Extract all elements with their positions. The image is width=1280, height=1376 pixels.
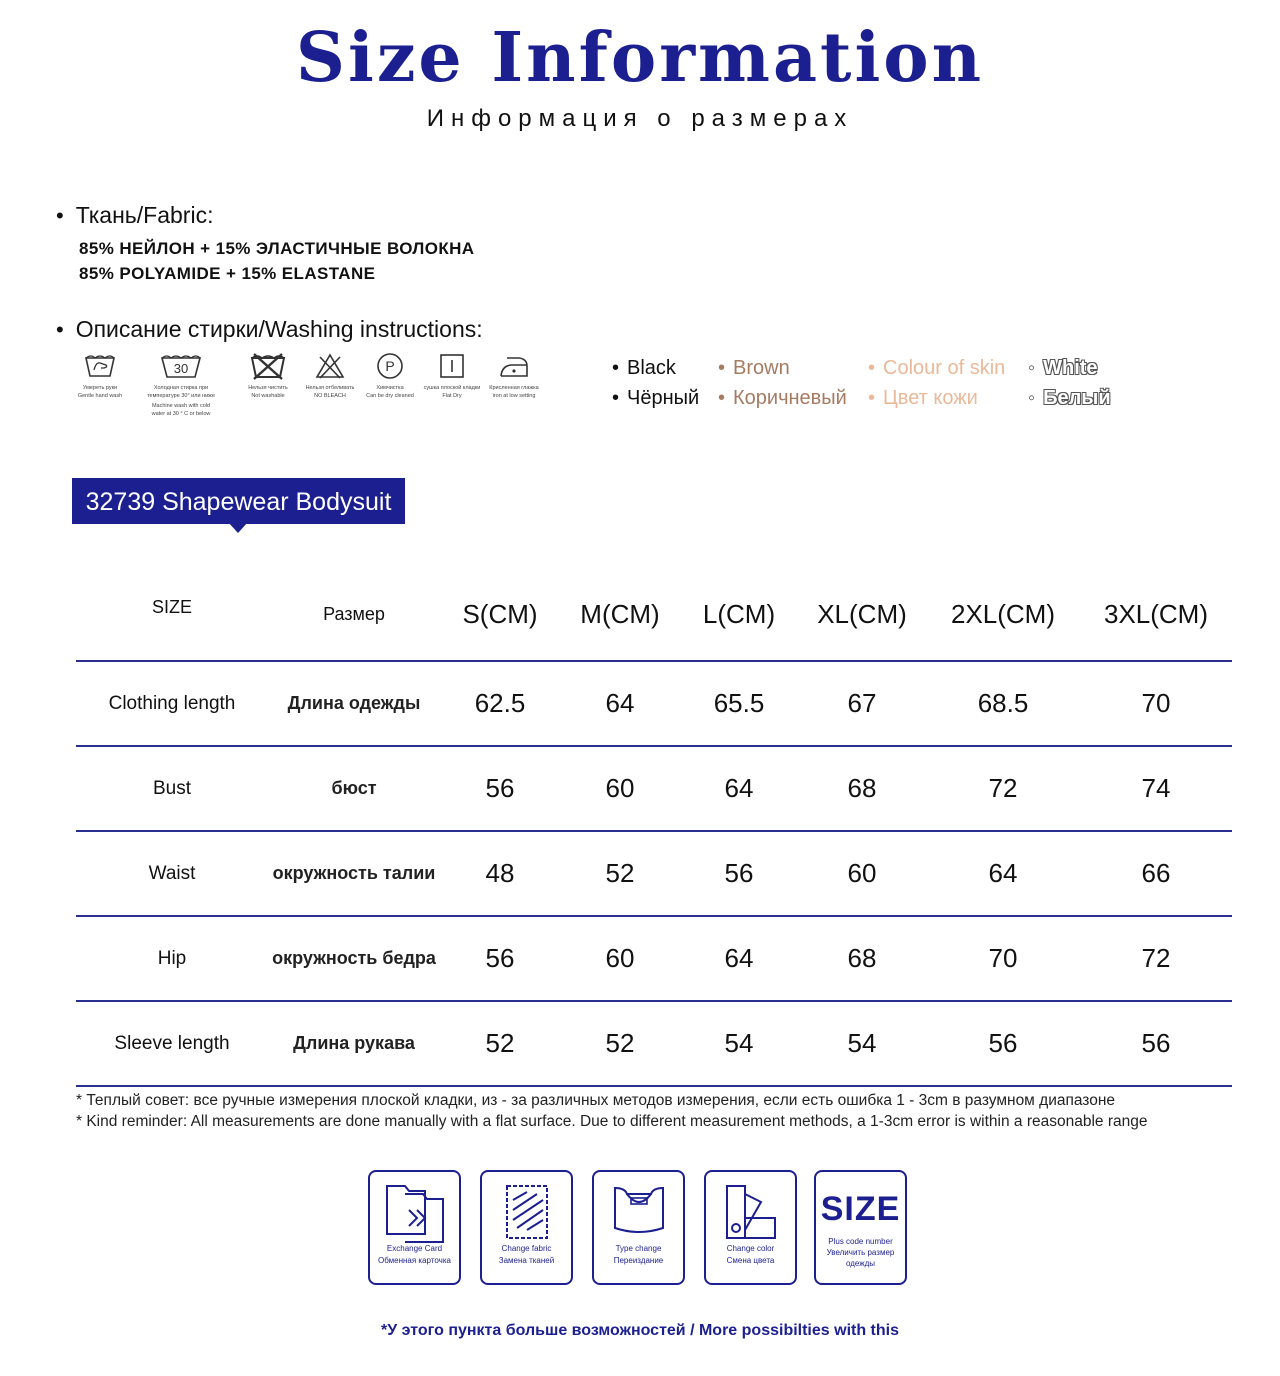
bullet-dot: • <box>718 357 726 379</box>
page-title: Size Information <box>295 18 985 98</box>
exchange-card-caption: Exchange Card Обменная карточка <box>378 1244 451 1265</box>
header-2xl: 2XL(CM) <box>926 568 1080 661</box>
table-cell: 68.5 <box>926 661 1080 746</box>
flat-dry-caption-en: Flat Dry <box>442 393 462 399</box>
dry-clean-label: P <box>385 358 395 374</box>
no-bleach-item <box>300 352 360 400</box>
color-white-en: ◦ White <box>1028 357 1098 379</box>
color-white-ru: ◦ Белый <box>1028 387 1111 409</box>
product-name-tag: 32739 Shapewear Bodysuit <box>72 478 405 524</box>
type-change-caption: Type change Переиздание <box>613 1244 664 1265</box>
size-caption: Plus code number Увеличить размер одежды <box>826 1237 895 1268</box>
iron-low-icon <box>497 352 531 380</box>
size-table <box>76 568 1232 1087</box>
exchange-card-feature <box>368 1170 461 1285</box>
table-cell: 64 <box>680 746 798 831</box>
no-bleach-caption-en: NO BLEACH <box>314 393 346 399</box>
hand-wash-caption-en: Gentle hand wash <box>77 393 123 399</box>
table-cell: 56 <box>680 831 798 916</box>
color-brown-en: • Brown <box>718 357 790 379</box>
table-cell: 62.5 <box>440 661 560 746</box>
table-cell: 70 <box>1080 661 1232 746</box>
table-cell: 67 <box>798 661 926 746</box>
bullet-dot: • <box>612 387 620 409</box>
row-label-en: Sleeve length <box>76 1001 268 1086</box>
table-cell: 72 <box>926 746 1080 831</box>
table-cell: 65.5 <box>680 661 798 746</box>
header-s: S(CM) <box>440 568 560 661</box>
bullet-dot: • <box>612 357 620 379</box>
hand-wash-caption-ru: Умереть руки <box>82 385 118 391</box>
table-cell: 54 <box>798 1001 926 1086</box>
row-label-en: Waist <box>76 831 268 916</box>
bullet-dot: • <box>868 357 876 379</box>
fabric-heading: • Ткань/Fabric: <box>56 202 213 229</box>
table-cell: 60 <box>560 746 680 831</box>
iron-low-caption-en: iron at low setting <box>492 393 536 399</box>
table-cell: 70 <box>926 916 1080 1001</box>
washing-icons <box>68 352 548 442</box>
table-cell: 56 <box>440 916 560 1001</box>
fabric-composition-ru: 85% НЕЙЛОН + 15% ЭЛАСТИЧНЫЕ ВОЛОКНА <box>79 239 475 258</box>
dry-clean-item <box>360 352 420 400</box>
color-skin-ru: • Цвет кожи <box>868 387 978 409</box>
header-m: M(CM) <box>560 568 680 661</box>
row-label-en: Clothing length <box>76 661 268 746</box>
flat-dry-caption-ru: сушка плоской кладки <box>423 385 481 391</box>
table-cell: 52 <box>560 831 680 916</box>
table-cell: 48 <box>440 831 560 916</box>
type-change-feature <box>592 1170 685 1285</box>
row-label-ru: бюст <box>268 746 440 831</box>
iron-low-caption-ru: Крисленная глажка <box>489 385 539 391</box>
table-header-row <box>76 568 1232 661</box>
table-cell: 64 <box>926 831 1080 916</box>
dry-clean-caption-en: Can be dry cleaned <box>366 393 414 399</box>
color-black-en: • Black <box>612 357 676 379</box>
no-bleach-caption-ru: Нельзя отбеливать <box>305 385 355 391</box>
table-cell: 68 <box>798 916 926 1001</box>
wash-temp-label: 30 <box>173 361 189 376</box>
table-cell: 66 <box>1080 831 1232 916</box>
bullet-dot: • <box>718 387 726 409</box>
row-label-ru: Длина рукава <box>268 1001 440 1086</box>
table-row <box>76 1001 1232 1086</box>
change-fabric-caption: Change fabric Замена тканей <box>498 1244 555 1265</box>
fabric-composition-en: 85% POLYAMIDE + 15% ELASTANE <box>79 264 376 283</box>
change-fabric-feature <box>480 1170 573 1285</box>
size-icon: SIZE <box>820 1190 901 1228</box>
row-label-ru: Длина одежды <box>268 661 440 746</box>
bullet-dot: ◦ <box>1028 357 1036 379</box>
table-cell: 64 <box>680 916 798 1001</box>
table-row <box>76 661 1232 746</box>
table-cell: 56 <box>440 746 560 831</box>
washing-heading: • Описание стирки/Washing instructions: <box>56 316 483 343</box>
row-label-ru: окружность талии <box>268 831 440 916</box>
change-color-icon <box>717 1180 785 1246</box>
no-wash-caption-en: Not washable <box>251 393 285 399</box>
hand-wash-icon <box>83 352 117 380</box>
no-bleach-icon <box>315 352 345 380</box>
change-color-feature <box>704 1170 797 1285</box>
header-xl: XL(CM) <box>798 568 926 661</box>
no-wash-icon <box>248 352 288 380</box>
table-cell: 56 <box>1080 1001 1232 1086</box>
header-l: L(CM) <box>680 568 798 661</box>
row-label-en: Hip <box>76 916 268 1001</box>
table-cell: 64 <box>560 661 680 746</box>
color-black-ru: • Чёрный <box>612 387 700 409</box>
footer-note: *У этого пункта больше возможностей / More possibilties with this <box>381 1322 899 1339</box>
table-row <box>76 916 1232 1001</box>
exchange-card-icon <box>381 1180 449 1246</box>
change-color-caption: Change color Смена цвета <box>726 1244 775 1265</box>
no-wash-caption-ru: Нельзя чистить <box>248 385 288 391</box>
dry-clean-icon <box>375 352 405 380</box>
machine-wash-caption-en: Machine wash with cold water at 30 ° C or below <box>151 403 211 417</box>
table-row <box>76 831 1232 916</box>
row-label-en: Bust <box>76 746 268 831</box>
machine-wash-item <box>148 352 214 418</box>
dry-clean-caption-ru: Химчистка <box>376 385 404 391</box>
flat-dry-icon <box>438 352 466 380</box>
color-brown-ru: • Коричневый <box>718 387 847 409</box>
bullet-dot: • <box>868 387 876 409</box>
table-cell: 68 <box>798 746 926 831</box>
size-feature <box>814 1170 907 1285</box>
hand-wash-item <box>68 352 132 400</box>
machine-wash-30-icon <box>159 352 203 380</box>
color-skin-en: • Colour of skin <box>868 357 1006 379</box>
iron-low-item <box>484 352 544 400</box>
table-cell: 72 <box>1080 916 1232 1001</box>
header-razmer: Размер <box>268 568 440 661</box>
tag-pointer <box>228 522 248 533</box>
type-change-icon <box>605 1180 673 1246</box>
table-cell: 56 <box>926 1001 1080 1086</box>
page-subtitle: Информация о размерах <box>426 105 854 132</box>
measurement-note-en: * Kind reminder: All measurements are done manually with a flat surface. Due to different measurement methods, a 1-3cm error is within a reasonable range <box>76 1113 1148 1130</box>
header-3xl: 3XL(CM) <box>1080 568 1232 661</box>
no-wash-item <box>238 352 298 400</box>
table-cell: 74 <box>1080 746 1232 831</box>
change-fabric-icon <box>493 1180 561 1246</box>
table-cell: 52 <box>440 1001 560 1086</box>
flat-dry-item <box>420 352 484 400</box>
row-label-ru: окружность бедра <box>268 916 440 1001</box>
table-cell: 54 <box>680 1001 798 1086</box>
table-row <box>76 746 1232 831</box>
measurement-note-ru: * Теплый совет: все ручные измерения плоской кладки, из - за различных методов измерения, если есть ошибка 1 - 3cm в разумном диапазоне <box>76 1092 1116 1109</box>
table-cell: 60 <box>560 916 680 1001</box>
feature-cards <box>368 1170 913 1290</box>
table-cell: 52 <box>560 1001 680 1086</box>
bullet-dot: ◦ <box>1028 387 1036 409</box>
machine-wash-caption-ru: Холодная стирка при температуре 30° или ниже <box>147 385 215 399</box>
header-size: SIZE <box>76 568 268 661</box>
table-cell: 60 <box>798 831 926 916</box>
